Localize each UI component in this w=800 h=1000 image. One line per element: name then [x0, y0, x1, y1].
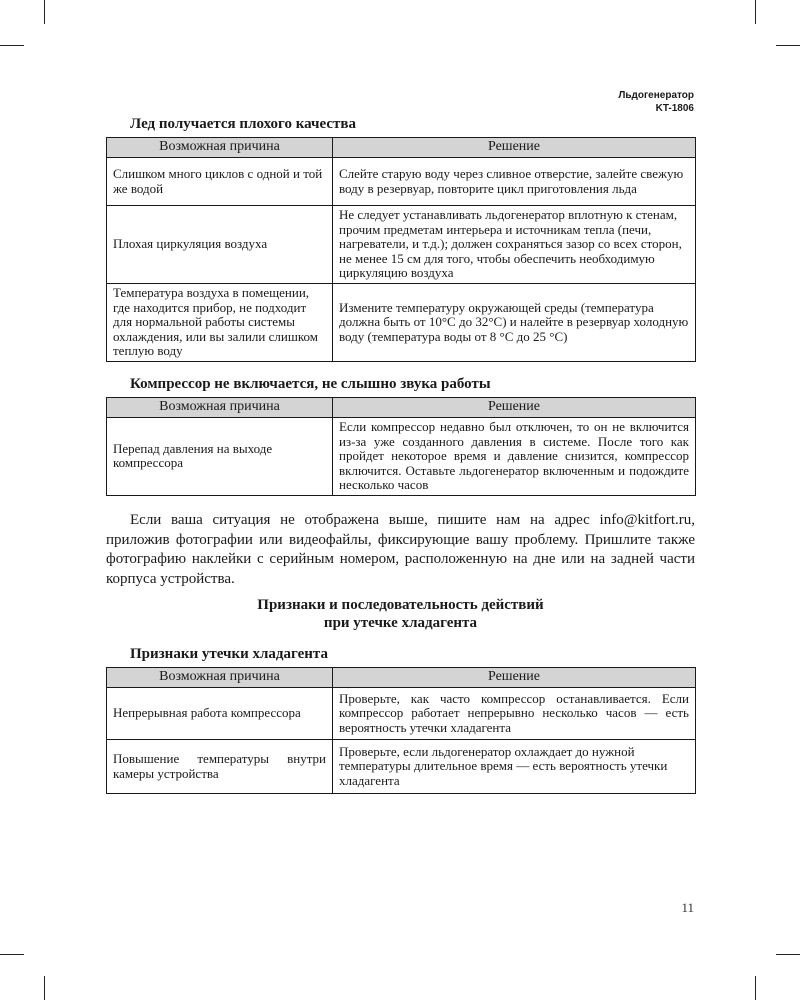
leak-heading: [106, 596, 695, 632]
column-header-solution: Решение: [333, 668, 696, 688]
table-header-row: [107, 138, 696, 158]
table-row: [107, 158, 696, 206]
column-header-cause: Возможная причина: [107, 138, 333, 158]
table-row: [107, 418, 696, 496]
crop-mark: [755, 0, 756, 24]
crop-mark: [44, 0, 45, 24]
solution-cell: Если компрессор недавно был отключен, то он не включится из-за уже созданного давления в системе. После того как пройдет некоторое время и давление снизится, компрессор включится. Оставьте льдогенератор включенным и подождите несколько часов: [333, 418, 696, 496]
section-title-compressor: Компрессор не включается, не слышно звука работы: [130, 376, 491, 392]
column-header-solution: Решение: [333, 398, 696, 418]
solution-cell: Не следует устанавливать льдогенератор вплотную к стенам, прочим предметам интерьера и источникам тепла (печи, нагреватели, и т.д.); должен сохраняться зазор со всех сторон, не менее 15 см для того, чтобы обеспечить необходимую циркуляцию воздуха: [333, 206, 696, 284]
cause-cell: Слишком много циклов с одной и той же водой: [107, 158, 333, 206]
cause-cell: Перепад давления на выходе компрессора: [107, 418, 333, 496]
header-model: KT-1806: [655, 103, 694, 114]
crop-mark: [776, 45, 800, 46]
cause-cell: Повышение температуры внутри камеры устройства: [107, 740, 333, 794]
section-title-ice-quality: Лед получается плохого качества: [130, 116, 356, 132]
solution-cell: Проверьте, если льдогенератор охлаждает до нужной температуры длительное время — есть вероятность утечки хладагента: [333, 740, 696, 794]
crop-mark: [44, 976, 45, 1000]
table-compressor: [106, 397, 696, 496]
table-row: [107, 206, 696, 284]
contact-paragraph: Если ваша ситуация не отображена выше, пишите нам на адрес info@kitfort.ru, приложив фотографии или видеофайлы, фиксирующие вашу проблему. Пришлите также фотографию наклейки с серийным номером, расположенную на дне или на задней части корпуса устройства.: [106, 512, 695, 587]
section-title-refrigerant-leak: Признаки утечки хладагента: [130, 646, 328, 662]
column-header-cause: Возможная причина: [107, 668, 333, 688]
solution-cell: Измените температуру окружающей среды (температура должна быть от 10°С до 32°С) и налейте в резервуар холодную воду (температура воды от 8 °С до 25 °С): [333, 284, 696, 362]
table-ice-quality: [106, 137, 696, 362]
page-number: 11: [681, 900, 694, 915]
leak-heading-line1: Признаки и последовательность действий: [257, 597, 544, 613]
table-row: [107, 688, 696, 740]
crop-mark: [0, 45, 24, 46]
cause-cell: Плохая циркуляция воздуха: [107, 206, 333, 284]
column-header-solution: Решение: [333, 138, 696, 158]
table-row: [107, 740, 696, 794]
table-header-row: [107, 398, 696, 418]
cause-cell: Температура воздуха в помещении, где находится прибор, не подходит для нормальной работы системы охлаждения, или вы залили слишком теплую воду: [107, 284, 333, 362]
table-header-row: [107, 668, 696, 688]
table-row: [107, 284, 696, 362]
table-refrigerant-leak: [106, 667, 696, 794]
crop-mark: [0, 954, 24, 955]
crop-mark: [755, 976, 756, 1000]
header-product: Льдогенератор: [618, 90, 694, 101]
cause-cell: Непрерывная работа компрессора: [107, 688, 333, 740]
solution-cell: Слейте старую воду через сливное отверстие, залейте свежую воду в резервуар, повторите цикл приготовления льда: [333, 158, 696, 206]
crop-mark: [776, 954, 800, 955]
leak-heading-line2: при утечке хладагента: [323, 615, 478, 631]
column-header-cause: Возможная причина: [107, 398, 333, 418]
running-header: [618, 89, 694, 115]
solution-cell: Проверьте, как часто компрессор останавливается. Если компрессор работает непрерывно несколько часов — есть вероятность утечки хладагента: [333, 688, 696, 740]
